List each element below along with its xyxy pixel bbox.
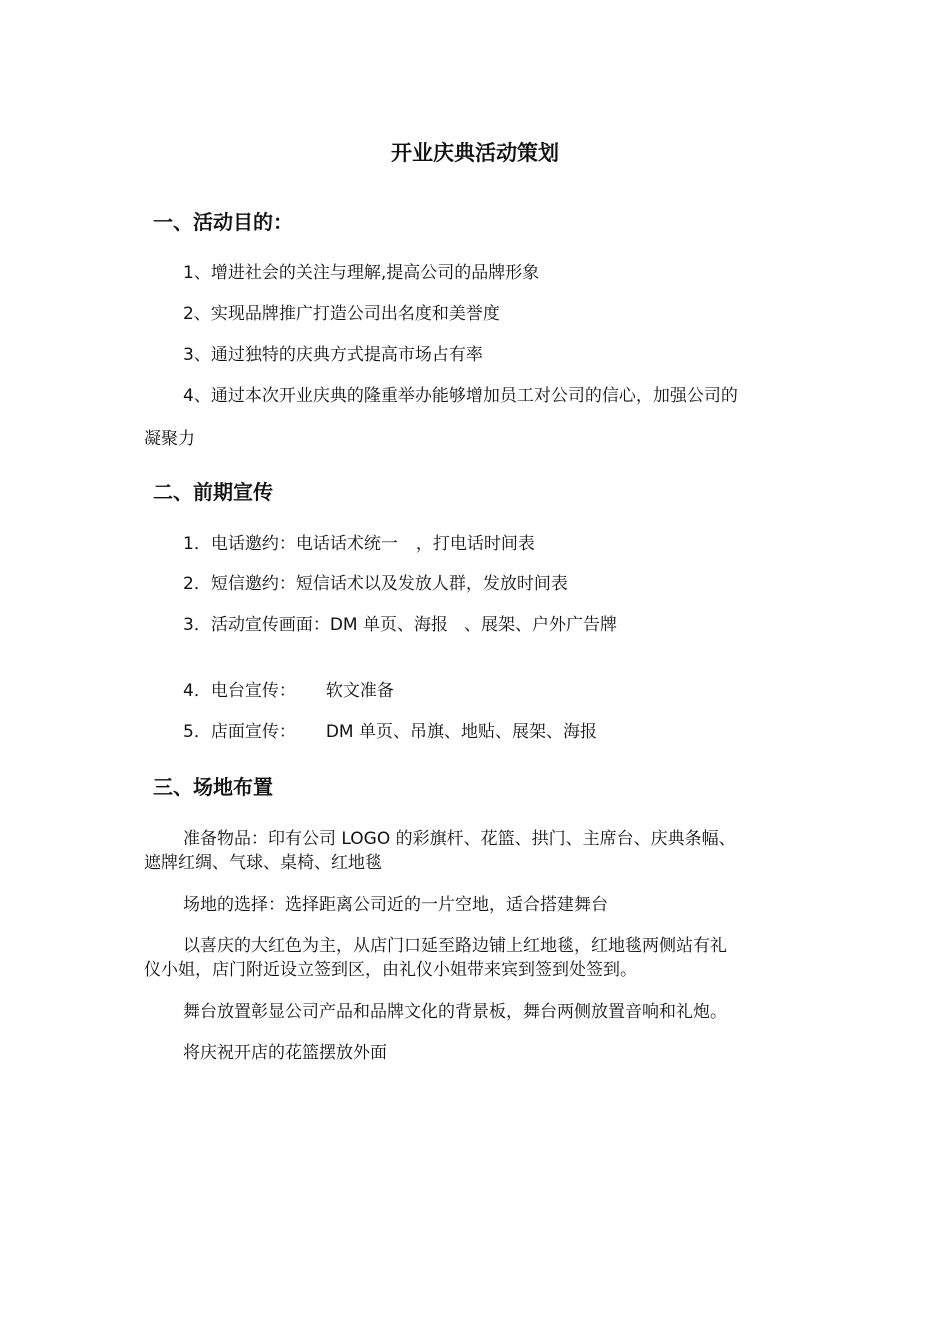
item-label: 电台宣传：	[210, 681, 296, 701]
list-item: 3、通过独特的庆典方式提高市场占有率	[183, 345, 483, 365]
list-item: 4、通过本次开业庆典的隆重举办能够增加员工对公司的信心，加强公司的	[183, 386, 738, 406]
item-label: 短信邀约：	[210, 574, 296, 594]
item-label: 活动宣传画面：	[210, 615, 330, 635]
item-text: 电话话术统一	[295, 534, 398, 554]
list-item	[183, 533, 535, 555]
section-heading-purpose: 一、活动目的：	[153, 210, 293, 234]
item-text: ，打电话时间表	[415, 534, 535, 554]
list-item-continuation: 凝聚力	[144, 429, 195, 449]
item-number: 1．	[183, 534, 211, 554]
paragraph-line: 场地的选择：选择距离公司近的一片空地，适合搭建舞台	[183, 895, 608, 915]
item-label: 店面宣传：	[210, 722, 296, 742]
section-heading-venue: 三、场地布置	[153, 775, 273, 799]
item-text: 短信话术以及发放人群，发放时间表	[295, 574, 568, 594]
list-item	[183, 614, 617, 636]
list-item	[183, 680, 394, 702]
paragraph-line: 仪小姐，店门附近设立签到区，由礼仪小姐带来宾到签到处签到。	[144, 960, 637, 980]
paragraph-line: 准备物品：印有公司 LOGO 的彩旗杆、花篮、拱门、主席台、庆典条幅、	[183, 829, 736, 849]
list-item: 1、增进社会的关注与理解,提高公司的品牌形象	[183, 263, 540, 283]
item-number: 4．	[183, 681, 211, 701]
item-number: 3．	[183, 615, 211, 635]
list-item: 2、实现品牌推广打造公司出名度和美誉度	[183, 304, 500, 324]
document-title: 开业庆典活动策划	[391, 141, 559, 165]
paragraph-line: 以喜庆的大红色为主，从店门口延至路边铺上红地毯，红地毯两侧站有礼	[183, 936, 727, 956]
paragraph-line: 将庆祝开店的花篮摆放外面	[183, 1043, 387, 1063]
item-text: DM 单页、海报	[329, 615, 448, 635]
section-heading-promotion: 二、前期宣传	[153, 480, 273, 504]
paragraph-line: 舞台放置彰显公司产品和品牌文化的背景板，舞台两侧放置音响和礼炮。	[183, 1002, 727, 1022]
item-number: 5．	[183, 722, 211, 742]
item-label: 电话邀约：	[210, 534, 296, 554]
paragraph-line: 遮牌红绸、气球、桌椅、红地毯	[144, 853, 382, 873]
list-item	[183, 721, 597, 743]
item-text: 、展架、户外广告牌	[464, 615, 617, 635]
list-item	[183, 573, 568, 595]
item-number: 2．	[183, 574, 211, 594]
item-text: DM 单页、吊旗、地贴、展架、海报	[325, 722, 597, 742]
item-text: 软文准备	[325, 681, 394, 701]
